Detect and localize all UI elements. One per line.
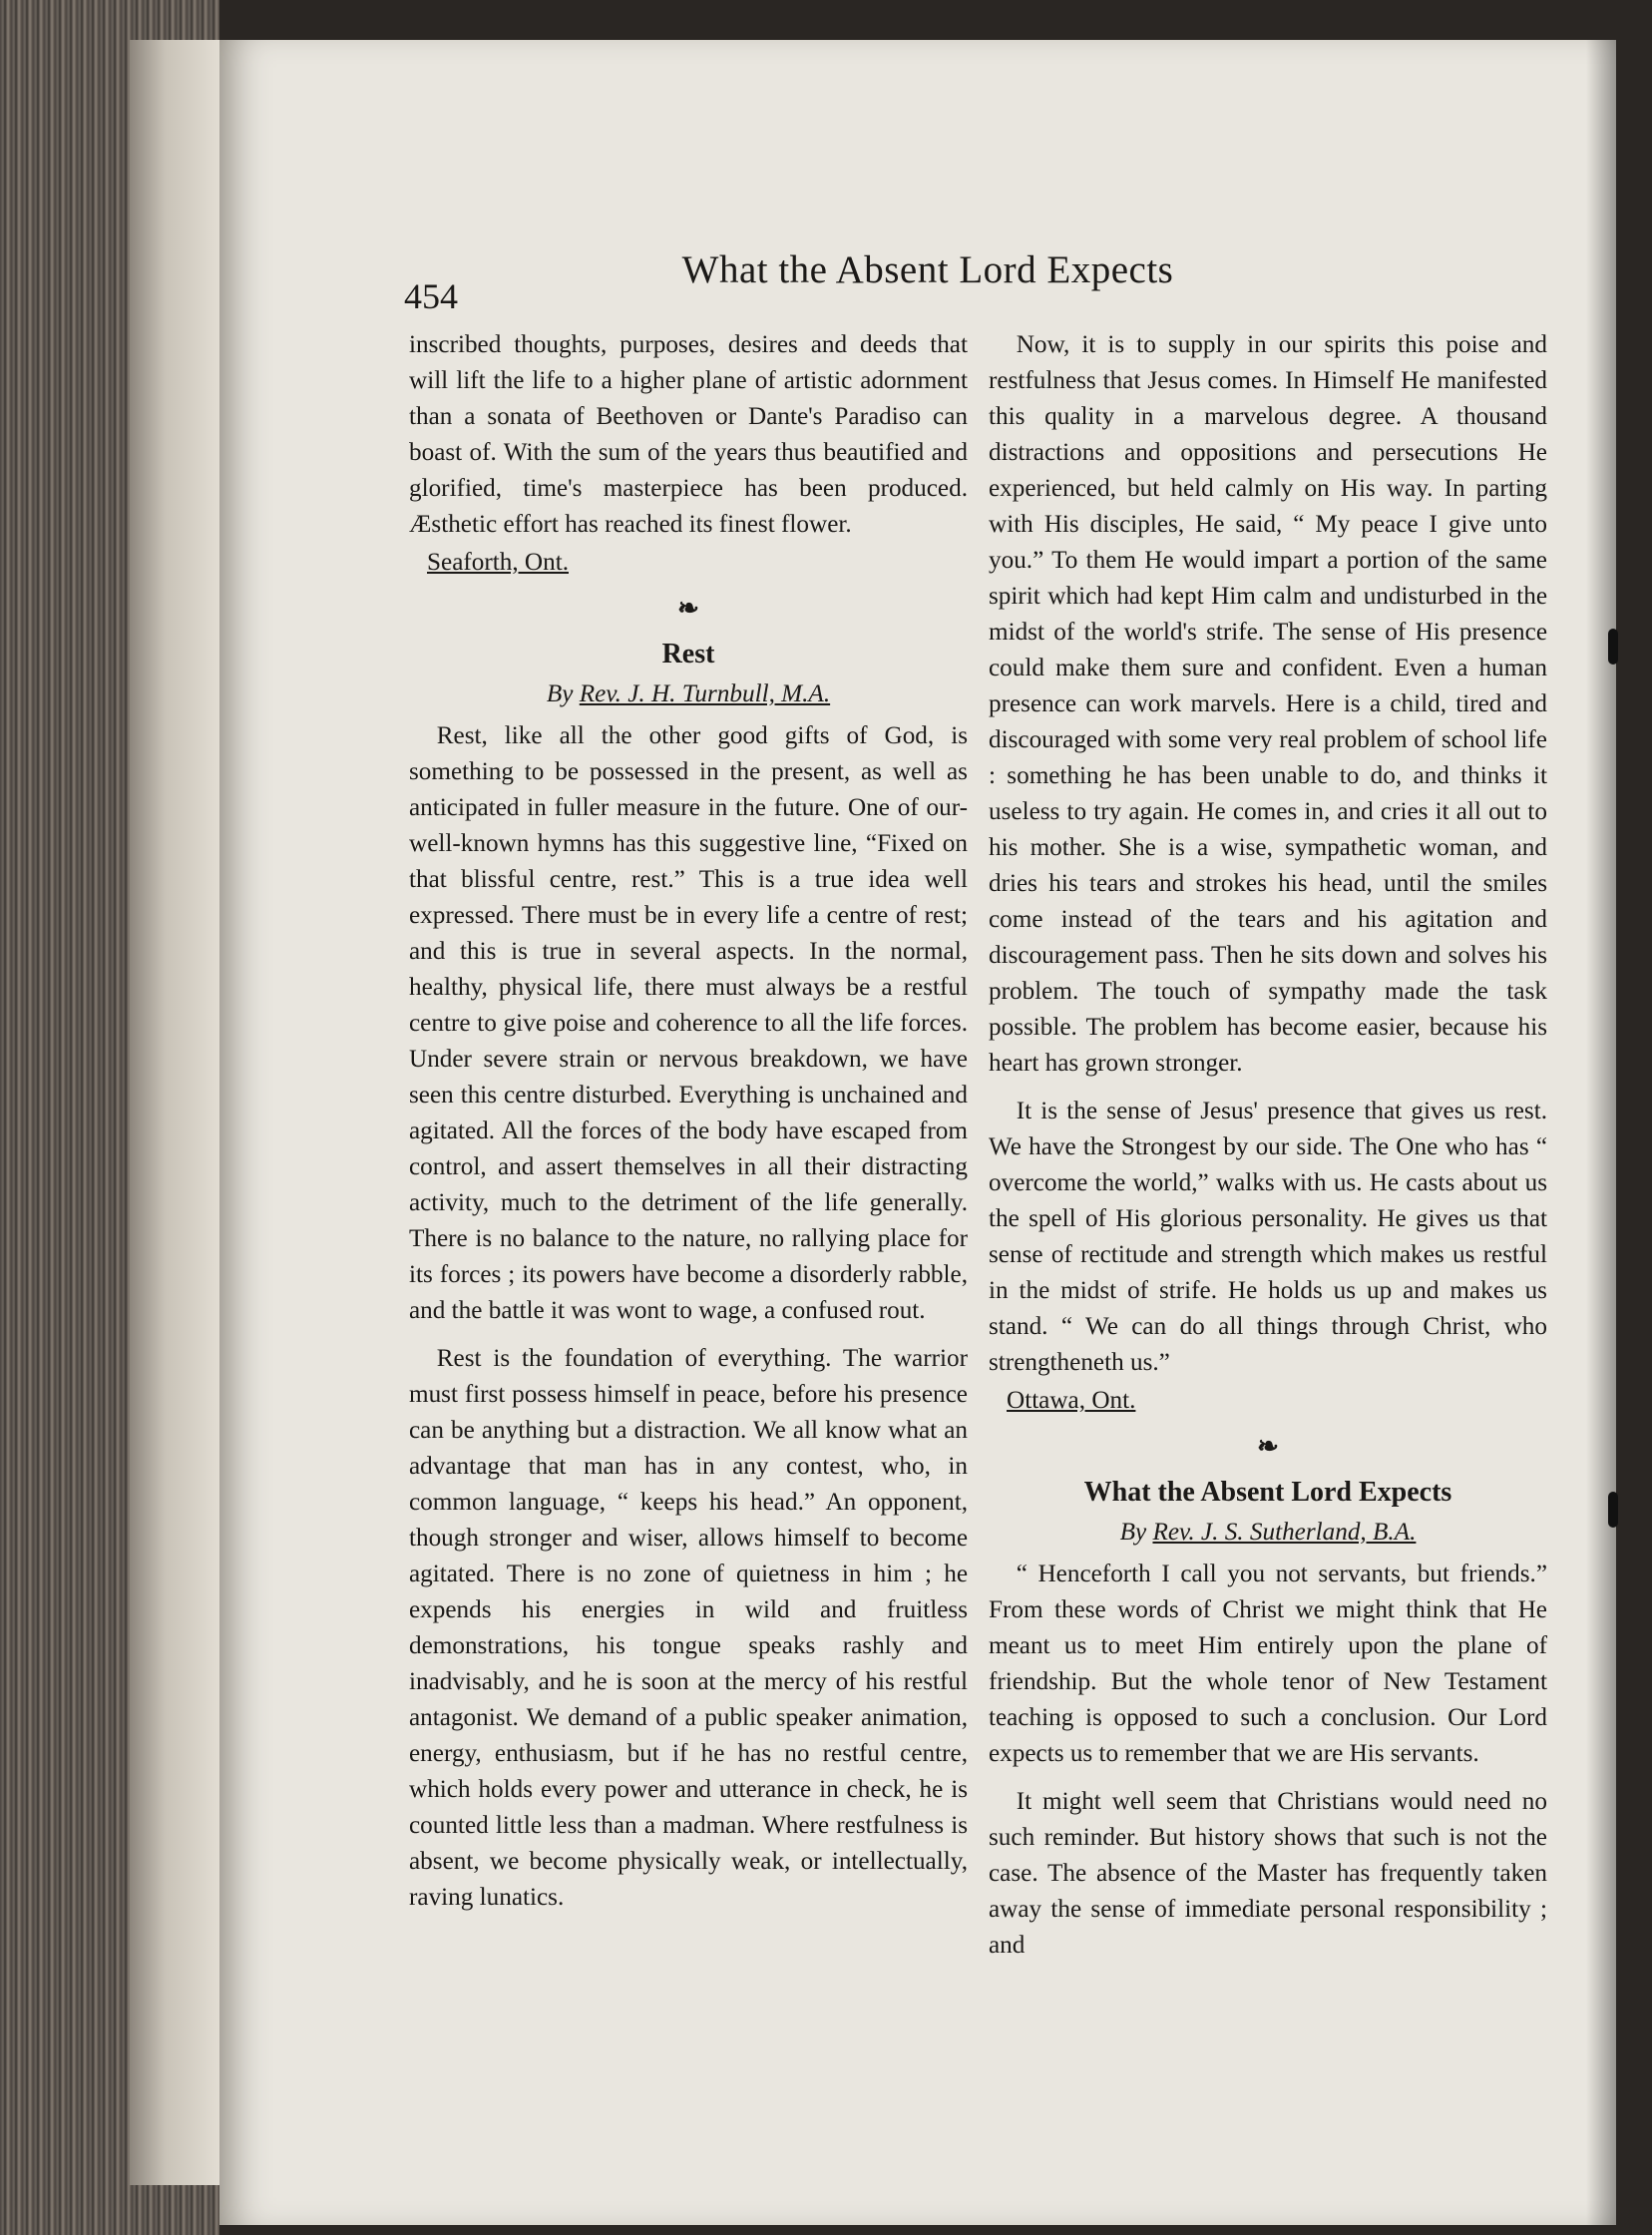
book-page-edges xyxy=(0,0,219,2235)
body-paragraph: “ Henceforth I call you not servants, but friends.” From these words of Christ we might think that He meant us to meet Him entirely upon the plane of friendship. But the whole tenor of New Testament teaching is opposed to such a conclusion. Our Lord expects us to remember that we are His servants. xyxy=(989,1561,1547,1767)
article-title-absent-lord: What the Absent Lord Expects xyxy=(1083,1477,1452,1508)
byline-prefix: By xyxy=(1119,1519,1147,1546)
ornament-icon: ❧ xyxy=(677,594,699,623)
ornament-icon: ❧ xyxy=(1257,1432,1279,1461)
right-column xyxy=(989,327,1547,1964)
byline-author: Rev. J. H. Turnbull, M.A. xyxy=(579,680,831,707)
ink-blot-mark xyxy=(1608,1492,1618,1528)
running-title: What the Absent Lord Expects xyxy=(681,248,1174,291)
body-paragraph: Now, it is to supply in our spirits this poise and restfulness that Jesus comes. In Himself He manifested this quality in a marvelous degree. A thousand distractions and oppositions and persecutions He experienced, but held calmly on His way. In parting with His disciples, He said, “ My peace I give unto you.” To them He would impart a portion of the same spirit which had kept Him calm and undisturbed in the midst of the world's strife. The sense of His presence could make them sure and confident. Even a human presence can work marvels. Here is a child, tired and discouraged with some very real problem of school life : something he has been unable to do, and thinks it useless to try again. He comes in, and cries it all out to his mother. She is a wise, sympathetic woman, and dries his tears and strokes his head, until the smiles come instead of the tears and his agitation and discouragement pass. Then he sits down and solves his problem. The touch of sympathy made the task possible. The problem has become easier, because his heart has grown stronger. xyxy=(989,331,1547,1077)
page-gutter-shadow xyxy=(1586,40,1616,2225)
byline-prefix: By xyxy=(546,680,574,707)
signature-ottawa: Ottawa, Ont. xyxy=(1007,1387,1136,1414)
body-paragraph: Rest is the foundation of everything. The warrior must first possess himself in peace, before his presence can be anything but a distraction. We all know what an advantage that man has in any contest, who, in common language, “ keeps his head.” An opponent, though stronger and wiser, allows himself to become agitated. There is no zone of quietness in him ; he expends his energies in wild and fruitless demonstrations, his tongue speaks rashly and inadvisably, and he is soon at the mercy of his restful antagonist. We demand of a public speaker animation, energy, enthusiasm, but if he has no restful centre, which holds every power and utterance in check, he is counted little less than a madman. Where restfulness is absent, we become physically weak, or intellectually, raving lunatics. xyxy=(409,1345,968,1911)
byline-absent-lord xyxy=(989,1515,1547,1551)
body-paragraph: Rest, like all the other good gifts of God, is something to be possessed in the present, as well as anticipated in fuller measure in the future. One of our-well-known hymns has this suggestive line, “Fixed on that blissful centre, rest.” This is a true idea well expressed. There must be in every life a centre of rest; and this is true in several aspects. In the normal, healthy, physical life, there must always be a restful centre to give poise and coherence to all the life forces. Under severe strain or nervous breakdown, we have seen this centre disturbed. Everything is unchained and agitated. All the forces of the body have escaped from control, and assert themselves in all their distracting activity, much to the detriment of the life generally. There is no balance to the nature, no rallying place for its forces ; its powers have become a disorderly rabble, and the battle it was wont to wage, a confused rout. xyxy=(409,722,968,1324)
byline-author: Rev. J. S. Sutherland, B.A. xyxy=(1152,1519,1417,1546)
signature-seaforth: Seaforth, Ont. xyxy=(427,549,569,576)
byline-rest xyxy=(409,676,968,712)
book-page xyxy=(219,40,1616,2225)
body-paragraph: It might well seem that Christians would need no such reminder. But history shows that such is not the case. The absence of the Master has frequently taken away the sense of immediate personal responsibility ; and xyxy=(989,1788,1547,1959)
left-column xyxy=(409,327,968,1916)
article-title-rest: Rest xyxy=(661,639,715,670)
ink-blot-mark xyxy=(1608,629,1618,665)
page-number: 454 xyxy=(404,276,458,316)
body-paragraph: It is the sense of Jesus' presence that gives us rest. We have the Strongest by our side. The One who has “ overcome the world,” walks with us. He casts about us the spell of His glorious personality. He gives us that sense of rectitude and strength which makes us restful in the midst of strife. He holds us up and makes us stand. “ We can do all things through Christ, who strengtheneth us.” xyxy=(989,1098,1547,1376)
page-header xyxy=(404,247,1451,317)
intro-paragraph: inscribed thoughts, purposes, desires and deeds that will lift the life to a higher plane of artistic adornment than a sonata of Beethoven or Dante's Paradiso can boast of. With the sum of the years thus beautified and glorified, time's masterpiece has been produced. Æsthetic effort has reached its finest flower. xyxy=(409,331,968,538)
